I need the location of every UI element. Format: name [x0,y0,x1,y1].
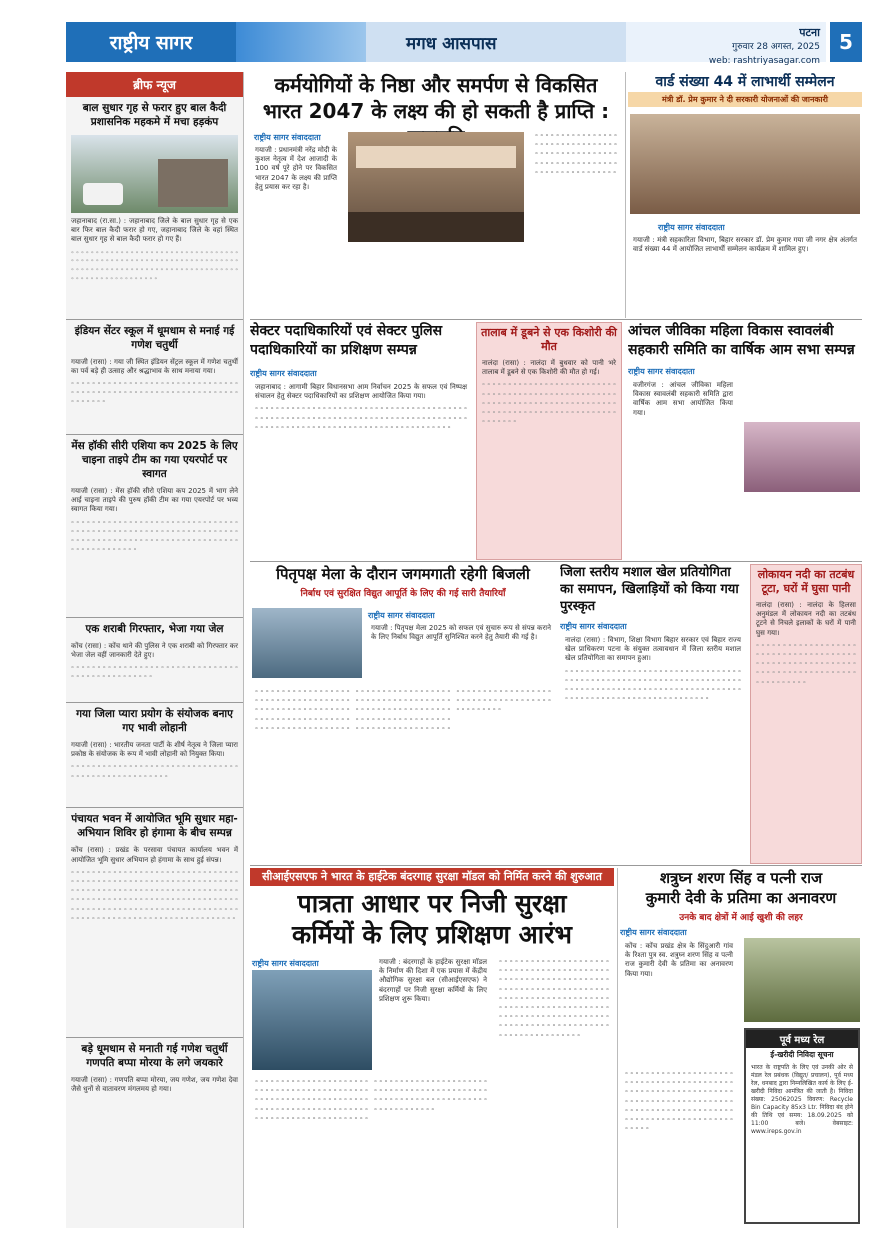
brief-text: कोंच (रासा) : प्रखंड के परसावा पंचायत कार्यालय भवन में आयोजित भूमि सुधार अभियान हो हंगामा के साथ हुई संपन्न। [71,846,238,864]
brief-filler: ॰ ॰ ॰ ॰ ॰ ॰ ॰ ॰ ॰ ॰ ॰ ॰ ॰ ॰ ॰ ॰ ॰ ॰ ॰ ॰ ॰ ॰ ॰ ॰ ॰ ॰ ॰ ॰ ॰ ॰ ॰ ॰ ॰ ॰ ॰ ॰ ॰ ॰ ॰ ॰ ॰ ॰ ॰ ॰ ॰ ॰ ॰ ॰ ॰ ॰ ॰ [71,763,238,781]
brief-text: गयाजी (रासा) : भारतीय जनता पार्टी के शीर्ष नेतृत्व ने जिला प्यारा प्रकोष्ठ के संयोजक के रूप में भावी लोहानी को नियुक्त किया। [71,741,238,759]
byline: राष्ट्रीय सागर संवाददाता [560,622,627,631]
scheme-story [628,72,862,318]
story-text: कोंच : कोंच प्रखंड क्षेत्र के सिंदुआरी गांव के रिश्ता पुत्र स्व. शत्रुघ्न शरण सिंह व पत्नी राज कुमारी देवी के प्रतिमा का अनावरण किया गया। [625,942,733,978]
sector-story [250,322,472,560]
brief-filler: ॰ ॰ ॰ ॰ ॰ ॰ ॰ ॰ ॰ ॰ ॰ ॰ ॰ ॰ ॰ ॰ ॰ ॰ ॰ ॰ ॰ ॰ ॰ ॰ ॰ ॰ ॰ ॰ ॰ ॰ ॰ ॰ ॰ ॰ ॰ ॰ ॰ ॰ ॰ ॰ ॰ ॰ ॰ ॰ ॰ ॰ ॰ ॰ [71,664,238,682]
story-text: वजीरगंज : आंचल जीविका महिला विकास स्वावलंबी सहकारी समिति द्वारा वार्षिक आम सभा आयोजित किया गया। [633,381,733,417]
divider [625,72,626,318]
brief-text: जहानाबाद (रा.सा.) : जहानाबाद जिले के बाल सुधार गृह से एक बार फिर बाल कैदी फरार हो गए, जहानाबाद जिले के वहां स्थित बाल सुधार गृह से बाल कैदी फरार हो गए हैं। [71,217,238,244]
byline: राष्ट्रीय सागर संवाददाता [368,611,435,620]
jeevika-photo [744,422,860,492]
divider [250,561,862,562]
tender-notice [744,1028,860,1224]
brief-headline: गया जिला प्यारा प्रयोग के संयोजक बनाए गए भावी लोहानी [66,702,243,739]
brief-headline: बड़े धूमधाम से मनाती गई गणेश चतुर्थी गणपति बप्पा मोरया के लगे जयकारे [66,1037,243,1074]
story-text: गयाजी : मंत्री सहकारिता विभाग, बिहार सरकार डॉ. प्रेम कुमार गया जी नगर क्षेत्र अंतर्गत वार्ड संख्या 44 में आयोजित लाभार्थी सम्मेलन कार्यक्रम में शामिल हुए। [633,236,857,254]
page-number: 5 [830,22,862,62]
brief-filler: ॰ ॰ ॰ ॰ ॰ ॰ ॰ ॰ ॰ ॰ ॰ ॰ ॰ ॰ ॰ ॰ ॰ ॰ ॰ ॰ ॰ ॰ ॰ ॰ ॰ ॰ ॰ ॰ ॰ ॰ ॰ ॰ ॰ ॰ ॰ ॰ ॰ ॰ ॰ ॰ ॰ ॰ ॰ ॰ ॰ ॰ ॰ ॰ ॰ ॰ ॰ ॰ ॰ ॰ ॰ ॰ ॰ ॰ ॰ ॰ ॰ ॰ ॰ ॰ ॰ ॰ ॰ ॰ ॰ ॰ ॰ [71,380,238,407]
brief-filler: ॰ ॰ ॰ ॰ ॰ ॰ ॰ ॰ ॰ ॰ ॰ ॰ ॰ ॰ ॰ ॰ ॰ ॰ ॰ ॰ ॰ ॰ ॰ ॰ ॰ ॰ ॰ ॰ ॰ ॰ ॰ ॰ ॰ ॰ ॰ ॰ ॰ ॰ ॰ ॰ ॰ ॰ ॰ ॰ ॰ ॰ ॰ ॰ ॰ ॰ ॰ ॰ ॰ ॰ ॰ ॰ ॰ ॰ ॰ ॰ ॰ ॰ ॰ ॰ ॰ ॰ ॰ ॰ ॰ ॰ ॰ ॰ ॰ ॰ ॰ ॰ ॰ ॰ ॰ ॰ ॰ ॰ ॰ ॰ ॰ ॰ ॰ ॰ ॰ ॰ ॰ ॰ ॰ ॰ ॰ ॰ ॰ ॰ ॰ ॰ ॰ ॰ ॰ ॰ ॰ ॰ ॰ ॰ ॰ [71,518,238,555]
pond-story [476,322,622,560]
story-filler: ॰ ॰ ॰ ॰ ॰ ॰ ॰ ॰ ॰ ॰ ॰ ॰ ॰ ॰ ॰ ॰ ॰ ॰ ॰ ॰ ॰ ॰ ॰ ॰ ॰ ॰ ॰ ॰ ॰ ॰ ॰ ॰ ॰ ॰ ॰ ॰ ॰ ॰ ॰ ॰ ॰ ॰ ॰ ॰ ॰ ॰ ॰ ॰ ॰ ॰ ॰ ॰ ॰ ॰ ॰ ॰ ॰ ॰ ॰ ॰ ॰ ॰ ॰ ॰ ॰ ॰ ॰ ॰ ॰ ॰ ॰ ॰ ॰ ॰ ॰ ॰ ॰ ॰ ॰ ॰ ॰ ॰ ॰ ॰ ॰ ॰ ॰ ॰ ॰ ॰ ॰ ॰ ॰ ॰ ॰ ॰ ॰ ॰ ॰ ॰ ॰ ॰ ॰ ॰ ॰ ॰ ॰ ॰ ॰ ॰ ॰ ॰ ॰ ॰ ॰ ॰ ॰ ॰ ॰ ॰ ॰ ॰ ॰ ॰ ॰ ॰ ॰ ॰ ॰ ॰ ॰ ॰ ॰ ॰ ॰ ॰ ॰ ॰ ॰ ॰ ॰ ॰ ॰ ॰ ॰ ॰ ॰ ॰ ॰ ॰ ॰ ॰ ॰ ॰ ॰ ॰ ॰ ॰ ॰ ॰ ॰ ॰ ॰ ॰ ॰ ॰ ॰ ॰ ॰ ॰ ॰ ॰ ॰ ॰ ॰ ॰ ॰ ॰ ॰ ॰ ॰ ॰ ॰ ॰ ॰ ॰ ॰ ॰ ॰ ॰ ॰ ॰ ॰ ॰ ॰ ॰ ॰ ॰ ॰ ॰ ॰ ॰ ॰ ॰ ॰ ॰ ॰ ॰ ॰ ॰ ॰ ॰ ॰ ॰ ॰ ॰ ॰ ॰ ॰ ॰ ॰ ॰ ॰ ॰ ॰ [255,688,551,733]
shatrughan-headline: कुमारी देवी के प्रतिमा का अनावरण [645,889,837,907]
brief-photo [71,135,238,213]
pitrapaksh-subhead: निर्बाध एवं सुरक्षित विद्युत आपूर्ति के लिए की गई सारी तैयारियाँ [300,589,506,599]
lead-headline: भारत 2047 के लक्ष्य की हो सकती है प्राप्ति : [262,99,610,123]
byline: राष्ट्रीय सागर संवाददाता [628,367,695,376]
story-filler: ॰ ॰ ॰ ॰ ॰ ॰ ॰ ॰ ॰ ॰ ॰ ॰ ॰ ॰ ॰ ॰ ॰ ॰ ॰ ॰ ॰ ॰ ॰ ॰ ॰ ॰ ॰ ॰ ॰ ॰ ॰ ॰ ॰ ॰ ॰ ॰ ॰ ॰ ॰ ॰ ॰ ॰ ॰ ॰ ॰ ॰ ॰ ॰ ॰ ॰ ॰ ॰ ॰ ॰ ॰ ॰ ॰ ॰ ॰ ॰ ॰ ॰ ॰ ॰ ॰ ॰ ॰ ॰ ॰ ॰ ॰ ॰ ॰ ॰ ॰ ॰ ॰ ॰ ॰ ॰ ॰ ॰ ॰ ॰ ॰ ॰ ॰ ॰ ॰ ॰ ॰ ॰ ॰ ॰ ॰ ॰ ॰ ॰ ॰ ॰ ॰ ॰ ॰ ॰ ॰ ॰ ॰ ॰ ॰ ॰ ॰ ॰ ॰ ॰ ॰ ॰ ॰ ॰ ॰ ॰ ॰ ॰ ॰ ॰ ॰ ॰ ॰ ॰ ॰ ॰ [565,667,741,704]
sector-headline: सेक्टर पदाधिकारियों एवं सेक्टर पुलिस पदाधिकारियों का प्रशिक्षण सम्पन्न [250,323,443,358]
byline: राष्ट्रीय सागर संवाददाता [620,928,687,937]
story-text: नालंदा (रासा) : विभाग, शिक्षा विभाग बिहार सरकार एवं बिहार राज्य खेल प्राधिकरण पटना के संयुक्त तत्वावधान में जिला स्तरीय मशाल खेल प्रतियोगिता का समापन हुआ। [565,636,741,663]
story-text: गयाजी : बंदरगाहों के हाईटेक सुरक्षा मॉडल के निर्माण की दिशा में एक प्रयास में केंद्रीय औद्योगिक सुरक्षा बल (सीआईएसएफ) ने बंदरगाहों पर निजी सुरक्षा कर्मियों के लिए प्रशिक्षण शुरू किया। [379,958,487,1003]
road-story [750,564,862,864]
pond-headline: तालाब में डूबने से एक किशोरी की मौत [481,326,617,353]
lead-photo [348,132,524,242]
brief-filler: ॰ ॰ ॰ ॰ ॰ ॰ ॰ ॰ ॰ ॰ ॰ ॰ ॰ ॰ ॰ ॰ ॰ ॰ ॰ ॰ ॰ ॰ ॰ ॰ ॰ ॰ ॰ ॰ ॰ ॰ ॰ ॰ ॰ ॰ ॰ ॰ ॰ ॰ ॰ ॰ ॰ ॰ ॰ ॰ ॰ ॰ ॰ ॰ ॰ ॰ ॰ ॰ ॰ ॰ ॰ ॰ ॰ ॰ ॰ ॰ ॰ ॰ ॰ ॰ ॰ ॰ ॰ ॰ ॰ ॰ ॰ ॰ ॰ ॰ ॰ ॰ ॰ ॰ ॰ ॰ ॰ ॰ ॰ ॰ ॰ ॰ ॰ ॰ ॰ ॰ ॰ ॰ ॰ ॰ ॰ ॰ ॰ ॰ ॰ ॰ ॰ ॰ ॰ ॰ ॰ ॰ ॰ ॰ ॰ ॰ ॰ ॰ ॰ ॰ ॰ ॰ ॰ ॰ ॰ ॰ ॰ ॰ ॰ ॰ ॰ ॰ ॰ ॰ ॰ ॰ ॰ ॰ ॰ ॰ ॰ ॰ ॰ ॰ ॰ ॰ ॰ ॰ ॰ ॰ ॰ ॰ ॰ ॰ ॰ ॰ ॰ ॰ ॰ ॰ ॰ ॰ ॰ ॰ ॰ ॰ ॰ ॰ ॰ ॰ ॰ ॰ ॰ ॰ ॰ ॰ ॰ ॰ ॰ ॰ ॰ ॰ ॰ ॰ ॰ ॰ ॰ ॰ ॰ ॰ ॰ ॰ ॰ ॰ ॰ ॰ ॰ ॰ [71,868,238,923]
pitrapaksh-headline: पितृपक्ष मेला के दौरान जगमगाती रहेगी बिजली [276,565,530,583]
shatrughan-photo [744,938,860,1022]
cisf-photo [252,970,372,1070]
divider [250,865,862,866]
story-filler: ॰ ॰ ॰ ॰ ॰ ॰ ॰ ॰ ॰ ॰ ॰ ॰ ॰ ॰ ॰ ॰ ॰ ॰ ॰ ॰ ॰ ॰ ॰ ॰ ॰ ॰ ॰ ॰ ॰ ॰ ॰ ॰ ॰ ॰ ॰ ॰ ॰ ॰ ॰ ॰ ॰ ॰ ॰ ॰ ॰ ॰ ॰ ॰ ॰ ॰ ॰ ॰ ॰ ॰ ॰ ॰ ॰ ॰ ॰ ॰ ॰ ॰ ॰ ॰ ॰ ॰ ॰ ॰ ॰ ॰ ॰ ॰ ॰ ॰ ॰ ॰ ॰ ॰ ॰ ॰ ॰ ॰ ॰ ॰ ॰ ॰ [756,641,856,687]
scheme-headline: वार्ड संख्या 44 में लाभार्थी सम्मेलन [655,74,835,90]
pitrapaksh-photo [252,608,362,678]
brief-headline: इंडियन सेंटर स्कूल में धूमधाम से मनाई गई गणेश चतुर्थी [66,319,243,356]
brief-headline: मेंस हॉकी सीरी एशिया कप 2025 के लिए चाइना ताइपे टीम का गया एयरपोर्ट पर स्वागत [66,434,243,485]
section-title: मगध आसपास [366,22,626,62]
page-header [66,22,862,66]
pitrapaksh-story [250,564,556,864]
brief-filler: ॰ ॰ ॰ ॰ ॰ ॰ ॰ ॰ ॰ ॰ ॰ ॰ ॰ ॰ ॰ ॰ ॰ ॰ ॰ ॰ ॰ ॰ ॰ ॰ ॰ ॰ ॰ ॰ ॰ ॰ ॰ ॰ ॰ ॰ ॰ ॰ ॰ ॰ ॰ ॰ ॰ ॰ ॰ ॰ ॰ ॰ ॰ ॰ ॰ ॰ ॰ ॰ ॰ ॰ ॰ ॰ ॰ ॰ ॰ ॰ ॰ ॰ ॰ ॰ ॰ ॰ ॰ ॰ ॰ ॰ ॰ ॰ ॰ ॰ ॰ ॰ ॰ ॰ ॰ ॰ ॰ ॰ ॰ ॰ ॰ ॰ ॰ ॰ ॰ ॰ ॰ ॰ ॰ ॰ ॰ ॰ ॰ ॰ ॰ ॰ ॰ ॰ ॰ ॰ ॰ ॰ ॰ ॰ ॰ ॰ ॰ ॰ ॰ ॰ ॰ ॰ ॰ ॰ ॰ ॰ [71,248,238,283]
story-text: नालंदा (रासा) : नालंदा में बुधवार को पानी भरे तालाब में डूबने से एक किशोरी की मौत हो गई। [482,359,616,377]
tender-subtitle: ई-खरीदी निविदा सूचना [770,1050,834,1059]
web-link[interactable]: web: rashtriyasagar.com [708,56,820,66]
story-text: जहानाबाद : आगामी बिहार विधानसभा आम निर्वाचन 2025 के सफल एवं निष्पक्ष संचालन हेतु सेक्टर पदाधिकारियों का प्रशिक्षण आयोजित किया गया। [255,383,467,401]
byline: राष्ट्रीय सागर संवाददाता [254,133,321,142]
shatrughan-subhead: उनके बाद क्षेत्रों में आई खुशी की लहर [679,913,803,923]
shatrughan-headline: शत्रुघ्न शरण सिंह व पत्नी राज [659,869,823,887]
byline: राष्ट्रीय सागर संवाददाता [252,959,319,968]
story-text: नालंदा (रासा) : नालंदा के हिलसा अनुमंडल में लोकायन नदी का तटबंध टूटने से निचले इलाकों के घरों में पानी घुस गया। [756,601,856,637]
brief-text: गयाजी (रासा) : गया जी स्थित इंडियन सेंट्रल स्कूल में गणेश चतुर्थी का पर्व बड़े ही उत्साह और श्रद्धाभाव के साथ मनाया गया। [71,357,238,375]
byline: राष्ट्रीय सागर संवाददाता [250,369,317,378]
masthead-logo: राष्ट्रीय सागर [66,22,236,62]
cisf-headline: कर्मियों के लिए प्रशिक्षण आरंभ [292,920,572,949]
header-decoration [236,22,366,62]
cisf-story [250,888,614,1228]
sports-headline: जिला स्तरीय मशाल खेल प्रतियोगिता का समापन, खिलाड़ियों को किया गया पुरस्कृत [560,565,739,614]
divider [250,319,862,320]
story-filler: ॰ ॰ ॰ ॰ ॰ ॰ ॰ ॰ ॰ ॰ ॰ ॰ ॰ ॰ ॰ ॰ ॰ ॰ ॰ ॰ ॰ ॰ ॰ ॰ ॰ ॰ ॰ ॰ ॰ ॰ ॰ ॰ ॰ ॰ ॰ ॰ ॰ ॰ ॰ ॰ ॰ ॰ ॰ ॰ ॰ ॰ ॰ ॰ ॰ ॰ ॰ ॰ ॰ ॰ ॰ ॰ ॰ ॰ ॰ ॰ ॰ ॰ ॰ ॰ ॰ ॰ ॰ ॰ ॰ ॰ ॰ ॰ ॰ ॰ ॰ ॰ ॰ ॰ ॰ ॰ ॰ ॰ ॰ ॰ ॰ ॰ ॰ ॰ ॰ ॰ ॰ ॰ ॰ ॰ ॰ ॰ ॰ ॰ ॰ ॰ ॰ ॰ ॰ ॰ ॰ ॰ ॰ ॰ ॰ ॰ ॰ ॰ ॰ ॰ ॰ ॰ ॰ ॰ ॰ ॰ [255,405,467,432]
story-filler: ॰ ॰ ॰ ॰ ॰ ॰ ॰ ॰ ॰ ॰ ॰ ॰ ॰ ॰ ॰ ॰ ॰ ॰ ॰ ॰ ॰ ॰ ॰ ॰ ॰ ॰ ॰ ॰ ॰ ॰ ॰ ॰ ॰ ॰ ॰ ॰ ॰ ॰ ॰ ॰ ॰ ॰ ॰ ॰ ॰ ॰ ॰ ॰ ॰ ॰ ॰ ॰ ॰ ॰ ॰ ॰ ॰ ॰ ॰ ॰ ॰ ॰ ॰ ॰ ॰ ॰ ॰ ॰ ॰ ॰ ॰ ॰ ॰ ॰ ॰ ॰ ॰ ॰ ॰ ॰ ॰ ॰ ॰ ॰ ॰ ॰ ॰ ॰ ॰ ॰ ॰ ॰ ॰ ॰ ॰ ॰ ॰ ॰ ॰ ॰ ॰ ॰ ॰ ॰ ॰ ॰ ॰ ॰ ॰ ॰ ॰ ॰ ॰ ॰ ॰ ॰ ॰ ॰ ॰ ॰ ॰ ॰ ॰ ॰ ॰ ॰ ॰ ॰ ॰ ॰ ॰ [625,1070,733,1134]
brief-text: कोंच (रासा) : कोंच थाने की पुलिस ने एक शराबी को गिरफ्तार कर भेजा जेल वहीं जानकारी देते हुए। [71,641,238,659]
jeevika-story [628,322,862,560]
cisf-strip: सीआईएसएफ ने भारत के हाईटेक बंदरगाह सुरक्षा मॉडल को निर्मित करने की शुरुआत [250,868,614,886]
brief-headline: पंचायत भवन में आयोजित भूमि सुधार महा-अभियान शिविर हो हंगामा के बीच सम्पन्न [66,807,243,844]
story-filler: ॰ ॰ ॰ ॰ ॰ ॰ ॰ ॰ ॰ ॰ ॰ ॰ ॰ ॰ ॰ ॰ ॰ ॰ ॰ ॰ ॰ ॰ ॰ ॰ ॰ ॰ ॰ ॰ ॰ ॰ ॰ ॰ ॰ ॰ ॰ ॰ ॰ ॰ ॰ ॰ ॰ ॰ ॰ ॰ ॰ ॰ ॰ ॰ ॰ ॰ ॰ ॰ ॰ ॰ ॰ ॰ ॰ ॰ ॰ ॰ ॰ ॰ ॰ ॰ ॰ ॰ ॰ ॰ ॰ ॰ ॰ ॰ ॰ ॰ ॰ ॰ ॰ ॰ ॰ ॰ ॰ ॰ ॰ ॰ ॰ ॰ ॰ ॰ ॰ ॰ ॰ ॰ ॰ ॰ ॰ ॰ ॰ ॰ ॰ ॰ ॰ ॰ ॰ ॰ ॰ ॰ ॰ ॰ ॰ ॰ ॰ [482,381,616,427]
lead-story [250,72,622,318]
tender-body: भारत के राष्ट्रपति के लिए एवं उनकी ओर से मंडल रेल प्रबंधक (विद्युत/ प्रचालन), पूर्व मध्य रेल, धनबाद द्वारा निम्नलिखित कार्य के लिए ई-खरीदी निविदा आमंत्रित की जाती है। निविदा संख्या: 25062025 विवरण: Recycle Bin Capacity 85x3 Ltr. निविदा बंद होने की तिथि एवं समय: 18.09.2025 को 11:00 बजे। वेबसाइट: www.ireps.gov.in [751,1064,853,1135]
city-label: पटना [799,26,820,39]
brief-title: ब्रीफ न्यूज [66,72,243,97]
cisf-headline: पात्रता आधार पर निजी सुरक्षा [297,889,567,918]
story-text: गयाजी : प्रधानमंत्री नरेंद्र मोदी के कुशल नेतृत्व में देश आजादी के 100 वर्ष पूरे होने पर विकसित भारत 2047 के लक्ष्य की प्राप्ति हेतु प्रयास कर रहा है। [255,146,337,191]
brief-headline: एक शराबी गिरफ्तार, भेजा गया जेल [66,617,243,640]
shatrughan-story [620,868,862,1228]
lead-headline: कर्मयोगियों के निष्ठा और समर्पण से विकसित [274,73,598,97]
tender-title: पूर्व मध्य रेल [746,1030,858,1048]
scheme-photo [630,114,860,214]
story-text: ॰ ॰ ॰ ॰ ॰ ॰ ॰ ॰ ॰ ॰ ॰ ॰ ॰ ॰ ॰ ॰ ॰ ॰ ॰ ॰ ॰ ॰ ॰ ॰ ॰ ॰ ॰ ॰ ॰ ॰ ॰ ॰ ॰ ॰ ॰ ॰ ॰ ॰ ॰ ॰ ॰ ॰ ॰ ॰ ॰ ॰ ॰ ॰ ॰ ॰ ॰ ॰ ॰ ॰ ॰ ॰ ॰ ॰ ॰ ॰ ॰ ॰ ॰ ॰ ॰ ॰ ॰ ॰ ॰ ॰ ॰ ॰ ॰ ॰ ॰ ॰ ॰ ॰ ॰ ॰ [535,132,617,177]
story-filler: ॰ ॰ ॰ ॰ ॰ ॰ ॰ ॰ ॰ ॰ ॰ ॰ ॰ ॰ ॰ ॰ ॰ ॰ ॰ ॰ ॰ ॰ ॰ ॰ ॰ ॰ ॰ ॰ ॰ ॰ ॰ ॰ ॰ ॰ ॰ ॰ ॰ ॰ ॰ ॰ ॰ ॰ ॰ ॰ ॰ ॰ ॰ ॰ ॰ ॰ ॰ ॰ ॰ ॰ ॰ ॰ ॰ ॰ ॰ ॰ ॰ ॰ ॰ ॰ ॰ ॰ ॰ ॰ ॰ ॰ ॰ ॰ ॰ ॰ ॰ ॰ ॰ ॰ ॰ ॰ ॰ ॰ ॰ ॰ ॰ ॰ ॰ ॰ ॰ ॰ ॰ ॰ ॰ ॰ ॰ ॰ ॰ ॰ ॰ ॰ ॰ ॰ ॰ ॰ ॰ ॰ ॰ ॰ ॰ ॰ ॰ ॰ ॰ ॰ ॰ ॰ ॰ ॰ ॰ ॰ ॰ ॰ ॰ ॰ ॰ ॰ ॰ ॰ ॰ ॰ ॰ ॰ ॰ ॰ ॰ ॰ ॰ ॰ ॰ ॰ ॰ ॰ ॰ ॰ ॰ ॰ ॰ ॰ ॰ ॰ ॰ ॰ ॰ ॰ ॰ ॰ ॰ ॰ ॰ ॰ ॰ ॰ ॰ ॰ ॰ ॰ ॰ ॰ ॰ ॰ ॰ ॰ ॰ ॰ ॰ ॰ ॰ ॰ ॰ ॰ ॰ ॰ ॰ ॰ ॰ ॰ ॰ ॰ [255,1078,487,1123]
story-filler: ॰ ॰ ॰ ॰ ॰ ॰ ॰ ॰ ॰ ॰ ॰ ॰ ॰ ॰ ॰ ॰ ॰ ॰ ॰ ॰ ॰ ॰ ॰ ॰ ॰ ॰ ॰ ॰ ॰ ॰ ॰ ॰ ॰ ॰ ॰ ॰ ॰ ॰ ॰ ॰ ॰ ॰ ॰ ॰ ॰ ॰ ॰ ॰ ॰ ॰ ॰ ॰ ॰ ॰ ॰ ॰ ॰ ॰ ॰ ॰ ॰ ॰ ॰ ॰ ॰ ॰ ॰ ॰ ॰ ॰ ॰ ॰ ॰ ॰ ॰ ॰ ॰ ॰ ॰ ॰ ॰ ॰ ॰ ॰ ॰ ॰ ॰ ॰ ॰ ॰ ॰ ॰ ॰ ॰ ॰ ॰ ॰ ॰ ॰ ॰ ॰ ॰ ॰ ॰ ॰ ॰ ॰ ॰ ॰ ॰ ॰ ॰ ॰ ॰ ॰ ॰ ॰ ॰ ॰ ॰ ॰ ॰ ॰ ॰ ॰ ॰ ॰ ॰ ॰ ॰ ॰ ॰ ॰ ॰ ॰ ॰ ॰ ॰ ॰ ॰ ॰ ॰ ॰ ॰ ॰ ॰ ॰ ॰ ॰ ॰ ॰ ॰ ॰ ॰ ॰ ॰ ॰ ॰ ॰ ॰ ॰ ॰ ॰ ॰ ॰ ॰ ॰ ॰ ॰ ॰ ॰ ॰ ॰ ॰ ॰ ॰ ॰ ॰ ॰ ॰ ॰ ॰ ॰ ॰ [499,958,609,1040]
jeevika-headline: आंचल जीविका महिला विकास स्वावलंबी सहकारी समिति का वार्षिक आम सभा सम्पन्न [628,323,855,358]
lead-body [250,130,622,318]
divider [617,868,618,1228]
sports-story [560,564,746,864]
brief-news-column [66,72,244,1228]
road-headline: लोकायन नदी का तटबंध टूटा, घरों में घुसा पानी [757,568,855,595]
story-text: गयाजी : पितृपक्ष मेला 2025 को सफल एवं सुचारु रूप से संपन्न कराने के लिए निर्बाध विद्युत आपूर्ति सुनिश्चित करने हेतु तैयारी की गई है। [371,624,551,642]
brief-text: गयाजी (रासा) : गणपति बप्पा मोरया, जय गणेश, जय गणेश देवा जैसे धुनों से वातावरण मंगलमय हो गया। [71,1075,238,1094]
brief-text: गयाजी (रासा) : मेंस हॉकी सीरो एशिया कप 2025 में भाग लेने आई चाइना ताइपे की पुरुष हॉकी टीम का गया एयरपोर्ट पर भव्य स्वागत किया गया। [71,487,238,514]
byline: राष्ट्रीय सागर संवाददाता [658,223,725,232]
date-label: गुरुवार 28 अगस्त, 2025 [732,42,820,52]
header-meta [626,22,826,66]
brief-headline: बाल सुधार गृह से फरार हुए बाल कैदी प्रशासनिक महकमे में मचा हड़कंप [82,102,227,128]
scheme-subhead: मंत्री डॉ. प्रेम कुमार ने दी सरकारी योजनाओं की जानकारी [628,92,862,107]
